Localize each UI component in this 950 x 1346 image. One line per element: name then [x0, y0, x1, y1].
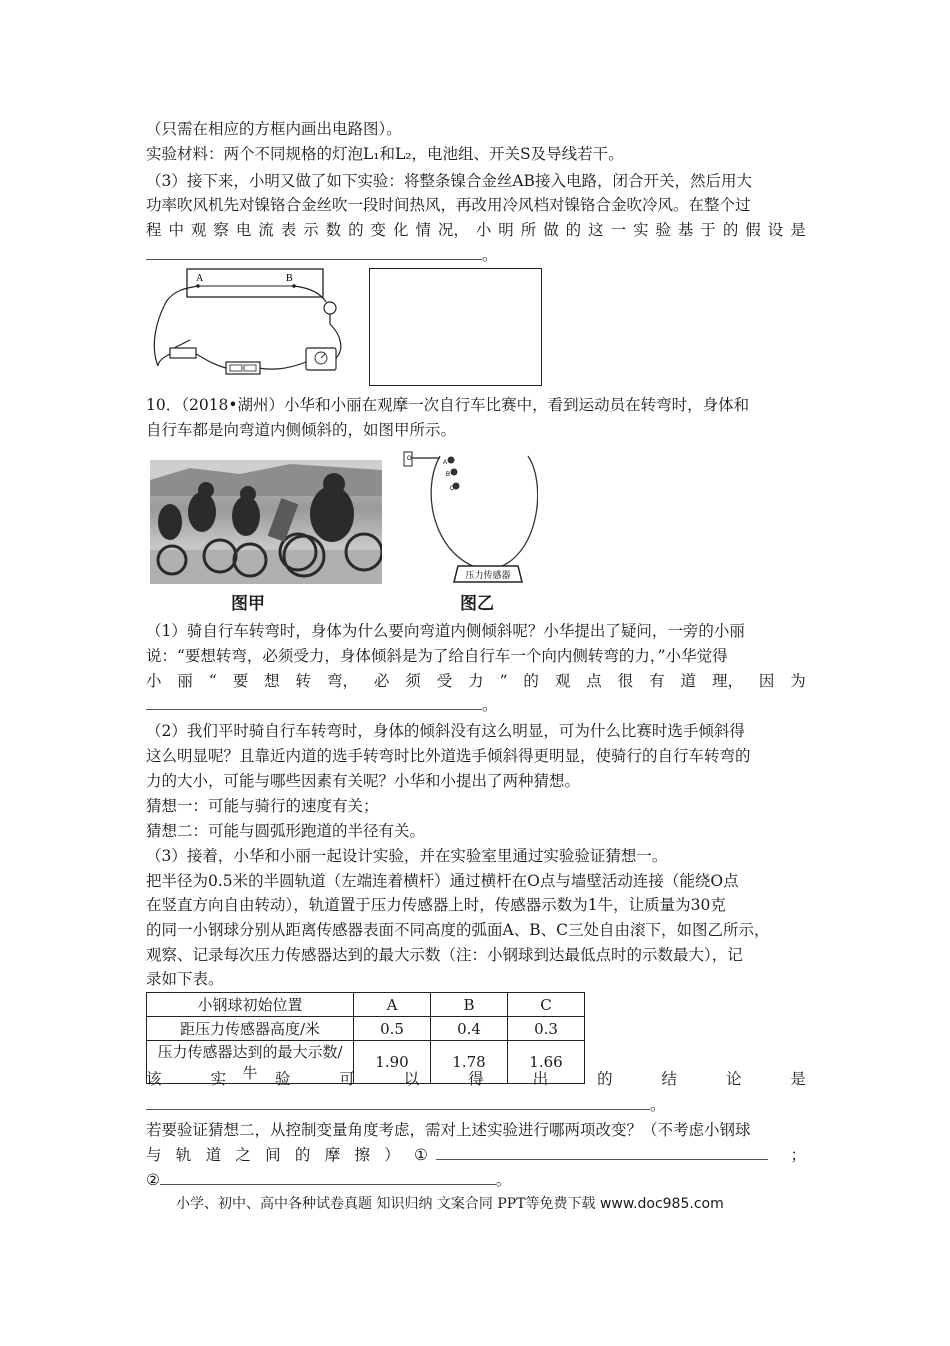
justified-char: 观 [554, 672, 571, 690]
ball-label: A [443, 460, 448, 466]
justified-char: 轨 [175, 1146, 192, 1164]
text-line: 说：“要想转弯，必须受力，身体倾斜是为了给自行车一个向内侧转弯的力，”小华觉得 [146, 647, 728, 665]
justified-char: 转 [295, 672, 312, 690]
text-line: 若要验证猜想二，从控制变量角度考虑，需对上述实验进行哪两项改变？（不考虑小钢球 [146, 1121, 751, 1139]
justified-char: 明 [498, 221, 514, 239]
justified-char: 实 [210, 1070, 226, 1088]
justified-char: 小 [475, 221, 492, 239]
table-cell: C [508, 993, 585, 1017]
justified-char: 化 [392, 221, 409, 239]
justified-char: 要 [232, 672, 249, 690]
table-cell: 0.4 [431, 1017, 508, 1041]
justified-char: 是 [790, 221, 806, 239]
justified-char: 想 [264, 672, 280, 690]
table-cell: 小钢球初始位置 [147, 993, 354, 1017]
figure-yi-caption: 图乙 [460, 594, 494, 614]
justified-char: 须 [405, 672, 421, 690]
text-line: （1）骑自行车转弯时，身体为什么要向弯道内侧倾斜呢？小华提出了疑问，一旁的小丽 [146, 622, 745, 640]
circuit-diagram [146, 266, 356, 386]
footer-text: 小学、初中、高中各种试卷真题 知识归纳 文案合同 PPT等免费下载 [176, 1196, 600, 1212]
justified-char: 该 [146, 1070, 162, 1088]
justified-char: 设 [767, 221, 784, 239]
justified-char: 情 [415, 221, 431, 239]
figure-jia-caption: 图甲 [231, 594, 265, 614]
justified-char: 假 [745, 221, 761, 239]
switch-icon [170, 348, 196, 358]
ball-a-icon [448, 457, 455, 464]
justified-char: 间 [265, 1146, 281, 1164]
wire-end-b-label: B [286, 273, 293, 284]
justified-char: 表 [280, 221, 297, 239]
punctuation: 。 [650, 1096, 666, 1114]
table-cell: B [431, 993, 508, 1017]
justified-char: ） [384, 1146, 400, 1164]
wire-end-a-label: A [196, 273, 204, 284]
justified-char: 变 [370, 221, 387, 239]
justified-segment [146, 1144, 428, 1166]
justified-char: 流 [258, 221, 274, 239]
justified-char: 是 [790, 1070, 806, 1088]
answer-blank[interactable] [146, 245, 482, 260]
justified-char: 验 [274, 1070, 291, 1088]
answer-line [146, 1094, 806, 1116]
battery-icon [226, 362, 260, 374]
justified-char: 做 [543, 221, 559, 239]
justified-char: 察 [213, 221, 229, 239]
justified-char: 力 [468, 672, 484, 690]
justified-char: 的 [294, 1146, 311, 1164]
justified-char: 很 [617, 672, 634, 690]
text-line: 在竖直方向自由转动），轨道置于压力传感器上时，传感器示数为1牛，让质量为30克 [146, 896, 726, 914]
punctuation: 。 [495, 1171, 512, 1189]
table-cell: 1.90 [354, 1041, 431, 1084]
track-diagram [398, 446, 538, 588]
justified-char: 擦 [354, 1146, 370, 1164]
justified-char: 可 [339, 1070, 355, 1088]
justified-char: 示 [303, 221, 319, 239]
text-line: 录如下表。 [146, 970, 224, 988]
justified-char: 的 [597, 1070, 613, 1088]
text-line: （3）接下来，小明又做了如下实验：将整条镍合金丝AB接入电路，闭合开关，然后用大 [146, 172, 752, 190]
table-header-row [147, 993, 585, 1017]
justified-char: 况， [437, 221, 469, 239]
justified-char: 电 [235, 221, 252, 239]
justified-char: 因 [758, 672, 775, 690]
justified-line [146, 670, 806, 692]
drawing-box[interactable] [369, 268, 542, 386]
text-line: 的同一小钢球分别从距离传感器表面不同高度的弧面A、B、C三处自由滚下，如图乙所示， [146, 921, 770, 939]
footer-link[interactable]: www.doc985.com [599, 1196, 724, 1212]
justified-char: 这 [588, 221, 604, 239]
justified-char: 点 [586, 672, 602, 690]
justified-char: ① [414, 1146, 428, 1164]
answer-blank-1[interactable] [436, 1145, 768, 1160]
punctuation: 。 [482, 696, 498, 714]
justified-line [146, 1068, 806, 1090]
justified-char: 为 [790, 672, 806, 690]
table-row [147, 1017, 585, 1041]
justified-char: 小 [146, 672, 162, 690]
justified-char: 的 [565, 221, 582, 239]
justified-char: 得 [468, 1070, 484, 1088]
text-line: （只需在相应的方框内画出电路图）。 [146, 120, 402, 138]
justified-char: 基 [677, 221, 694, 239]
justified-char: 实 [633, 221, 649, 239]
table-cell: 压力传感器达到的最大示数/牛 [147, 1041, 354, 1084]
cyclists-image [150, 460, 382, 584]
justified-char: 中 [168, 221, 184, 239]
justified-char: 丽 [177, 672, 193, 690]
table-cell: A [354, 993, 431, 1017]
justified-char: 道 [205, 1146, 222, 1164]
justified-char: 摩 [324, 1146, 341, 1164]
justified-char: 有 [649, 672, 665, 690]
justified-char: 理， [711, 672, 743, 690]
text-line: （3）接着，小华和小丽一起设计实验，并在实验室里通过实验验证猜想一。 [146, 847, 668, 865]
justified-char: 之 [235, 1146, 251, 1164]
text-line: 把半径为0.5米的半圆轨道（左端连着横杆）通过横杆在O点与墙壁活动连接（能绕O点 [146, 872, 739, 890]
justified-char: 道 [680, 672, 697, 690]
answer-line [146, 244, 806, 266]
text-line: 自行车都是向弯道内侧倾斜的，如图甲所示。 [146, 421, 457, 439]
justified-char: 结 [661, 1070, 678, 1088]
table-cell: 1.66 [508, 1041, 585, 1084]
answer-line [146, 1169, 806, 1191]
justified-char: 数 [325, 221, 342, 239]
table-cell: 0.3 [508, 1017, 585, 1041]
answer-blank[interactable] [146, 1095, 650, 1110]
answer-line [146, 1144, 806, 1166]
punctuation: 。 [482, 246, 498, 264]
justified-char: 受 [436, 672, 453, 690]
answer-blank[interactable] [146, 695, 482, 710]
justified-char: 所 [520, 221, 537, 239]
text-line: 观察、记录每次压力传感器达到的最大示数（注：小钢球到达最低点时的示数最大），记 [146, 946, 743, 964]
text-line: （2）我们平时骑自行车转弯时，身体的倾斜没有这么明显，可为什么比赛时选手倾斜得 [146, 722, 745, 740]
justified-char: 论 [725, 1070, 742, 1088]
punctuation: ； [790, 1146, 806, 1164]
bulb-icon [324, 302, 336, 314]
item-number: ② [146, 1171, 160, 1189]
ammeter-icon [306, 348, 336, 370]
justified-line [146, 219, 806, 241]
justified-char: 必 [373, 672, 390, 690]
pivot-o-label: O [407, 456, 412, 462]
ball-label: C [450, 486, 455, 492]
answer-line [146, 694, 806, 716]
justified-char: 的 [523, 672, 539, 690]
justified-char: 程 [146, 221, 162, 239]
text-line: 这么明显呢？且靠近内道的选手转弯时比外道选手倾斜得更明显，使骑行的自行车转弯的 [146, 747, 751, 765]
justified-char: 一 [610, 221, 627, 239]
page-footer [176, 1193, 724, 1213]
sensor-label: 压力传感器 [465, 571, 511, 581]
text-line: 猜想一：可能与骑行的速度有关； [146, 797, 379, 815]
justified-char: “ [208, 672, 217, 690]
justified-char: 验 [655, 221, 671, 239]
text-line: 实验材料：两个不同规格的灯泡L₁和L₂，电池组、开关S及导线若干。 [146, 145, 624, 163]
justified-char: 的 [722, 221, 739, 239]
justified-char: 弯， [326, 672, 358, 690]
cyclists-photo [150, 460, 382, 584]
table-cell: 0.5 [354, 1017, 431, 1041]
justified-char: 观 [190, 221, 207, 239]
text-line: 功率吹风机先对镍铬合金丝吹一段时间热风，再改用冷风档对镍铬合金吹冷风。在整个过 [146, 196, 751, 214]
justified-char: 与 [146, 1146, 162, 1164]
justified-char: 的 [348, 221, 364, 239]
answer-blank-2[interactable] [160, 1170, 496, 1185]
ball-label: B [446, 472, 451, 478]
table-cell: 1.78 [431, 1041, 508, 1084]
text-line: 猜想二：可能与圆弧形跑道的半径有关。 [146, 822, 426, 840]
justified-char: 出 [532, 1070, 549, 1088]
justified-char: ” [499, 672, 508, 690]
text-line: 10．（2018•湖州）小华和小丽在观摩一次自行车比赛中，看到运动员在转弯时，身体和 [146, 396, 750, 414]
text-line: 力的大小，可能与哪些因素有关呢？小华和小提出了两种猜想。 [146, 772, 581, 790]
justified-char: 以 [403, 1070, 420, 1088]
justified-char: 于 [700, 221, 716, 239]
ball-b-icon [451, 469, 458, 476]
table-cell: 距压力传感器高度/米 [147, 1017, 354, 1041]
